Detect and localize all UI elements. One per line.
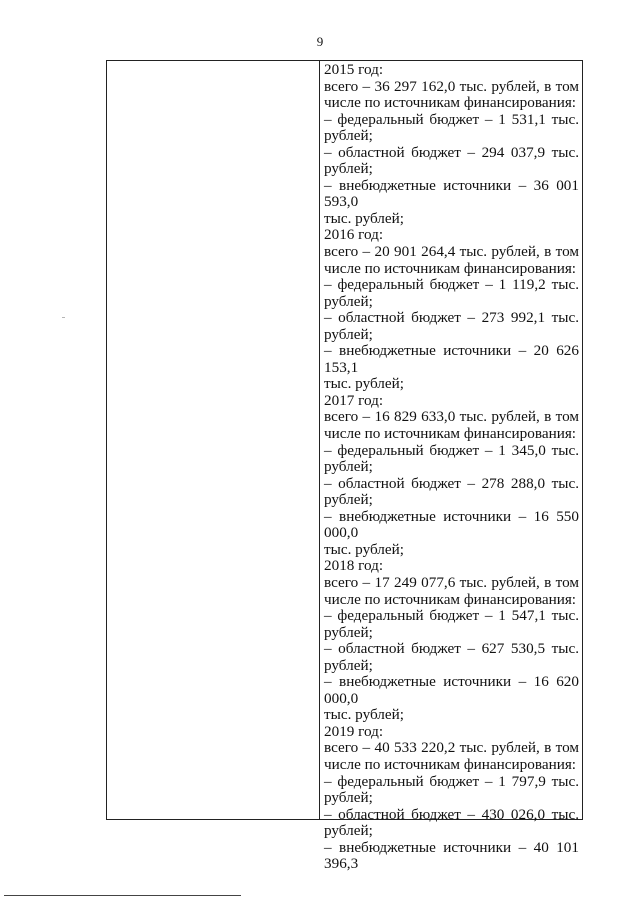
footer-rule xyxy=(4,895,241,896)
table-line: тыс. рублей; xyxy=(324,706,404,724)
table-line: всего – 20 901 264,4 тыс. рублей, в том xyxy=(324,243,579,261)
table-line: числе по источникам финансирования: xyxy=(324,425,577,443)
table-line: рублей; xyxy=(324,623,373,641)
table-line: – областной бюджет – 273 992,1 тыс. xyxy=(324,309,579,327)
table-line: – областной бюджет – 627 530,5 тыс. xyxy=(324,640,579,658)
table-line: всего – 36 297 162,0 тыс. рублей, в том xyxy=(324,77,579,95)
page-number: 9 xyxy=(316,34,324,49)
table-line: числе по источникам финансирования: xyxy=(324,259,577,277)
table-line: – внебюджетные источники – 16 620 000,0 xyxy=(324,673,579,707)
table-line: рублей; xyxy=(324,822,373,840)
table-line: рублей; xyxy=(324,127,373,145)
table-line: рублей; xyxy=(324,292,373,310)
table-line: всего – 40 533 220,2 тыс. рублей, в том xyxy=(324,739,579,757)
table-line: тыс. рублей; xyxy=(324,540,404,558)
table-line: рублей; xyxy=(324,458,373,476)
table-line: – федеральный бюджет – 1 531,1 тыс. xyxy=(324,110,579,128)
table-line: – областной бюджет – 294 037,9 тыс. xyxy=(324,143,579,161)
table-line: – федеральный бюджет – 1 547,1 тыс. xyxy=(324,607,579,625)
table-line: рублей; xyxy=(324,789,373,807)
table-line: числе по источникам финансирования: xyxy=(324,590,577,608)
table-right-cell xyxy=(320,61,582,873)
table-line: тыс. рублей; xyxy=(324,209,404,227)
table-line: – федеральный бюджет – 1 797,9 тыс. xyxy=(324,772,579,790)
table-line: – внебюджетные источники – 16 550 000,0 xyxy=(324,507,579,542)
table-line: – внебюджетные источники – 36 001 593,0 xyxy=(324,176,579,211)
table-line: рублей; xyxy=(324,491,373,509)
table-line: 2016 год: xyxy=(324,226,384,244)
funding-table xyxy=(106,60,583,873)
table-line: – областной бюджет – 278 288,0 тыс. xyxy=(324,474,579,492)
table-line: 2015 год: xyxy=(324,61,384,78)
table-left-cell xyxy=(107,61,320,819)
table-line: числе по источникам финансирования: xyxy=(324,755,577,773)
table-line: рублей; xyxy=(324,656,373,674)
table-line: всего – 16 829 633,0 тыс. рублей, в том xyxy=(324,408,579,426)
table-line: – внебюджетные источники – 20 626 153,1 xyxy=(324,342,579,376)
table-line: всего – 17 249 077,6 тыс. рублей, в том xyxy=(324,573,579,591)
scan-mark xyxy=(62,317,65,318)
table-line: 2019 год: xyxy=(324,722,384,740)
table-line: рублей; xyxy=(324,325,373,343)
table-line: – федеральный бюджет – 1 119,2 тыс. xyxy=(324,276,579,294)
table-line: рублей; xyxy=(324,160,373,178)
table-line: 2017 год: xyxy=(324,391,384,409)
table-line: – внебюджетные источники – 40 101 396,3 xyxy=(324,838,579,873)
table-line: тыс. рублей; xyxy=(324,375,404,393)
table-line: – федеральный бюджет – 1 345,0 тыс. xyxy=(324,441,579,459)
table-line: 2018 год: xyxy=(324,557,384,575)
table-line: числе по источникам финансирования: xyxy=(324,94,577,112)
table-line: – областной бюджет – 430 026,0 тыс. xyxy=(324,805,579,823)
